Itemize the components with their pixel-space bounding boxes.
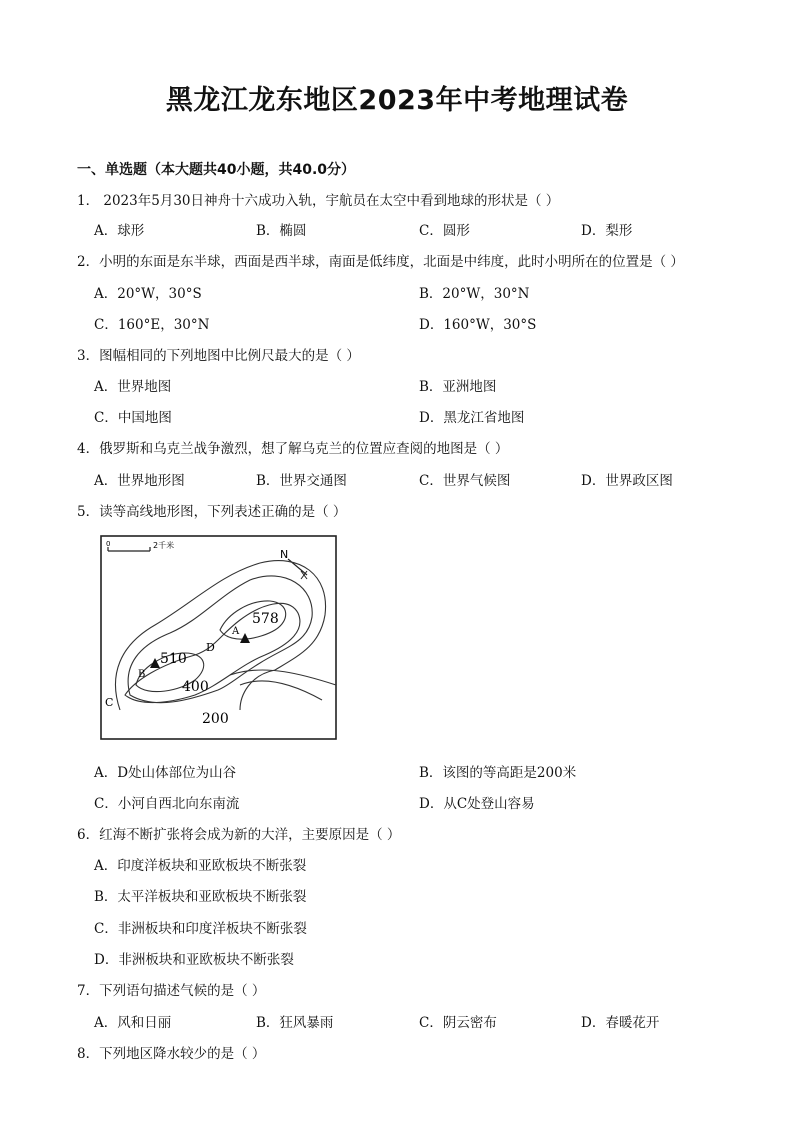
peak-b-elevation: 510 [160, 651, 187, 667]
question-2: 2．小明的东面是东半球，西面是西半球，南面是低纬度，北面是中纬度，此时小明所在的位置是（ ） [77, 254, 684, 270]
q6-option-a: A．印度洋板块和亚欧板块不断张裂 [94, 858, 307, 874]
north-arrow-icon [280, 548, 307, 579]
contour-map [100, 535, 337, 740]
scale-zero: 0 [106, 540, 111, 548]
point-c-label: C [105, 696, 114, 709]
page-title: 黑龙江龙东地区2023年中考地理试卷 [165, 85, 629, 116]
contour-label-400: 400 [182, 679, 209, 695]
north-label: N [280, 548, 289, 561]
q6-option-d: D．非洲板块和亚欧板块不断张裂 [94, 952, 294, 968]
q2-option-a: A．20°W，30°S [94, 286, 202, 302]
q1-option-d: D．梨形 [581, 223, 633, 239]
q4-option-c: C．世界气候图 [419, 473, 511, 489]
q3-option-b: B．亚洲地图 [419, 379, 497, 395]
q4-option-d: D．世界政区图 [581, 473, 673, 489]
q4-option-a: A．世界地形图 [94, 473, 185, 489]
scale-bar [106, 540, 174, 551]
contour-lines [115, 561, 336, 710]
question-4: 4．俄罗斯和乌克兰战争激烈，想了解乌克兰的位置应查阅的地图是（ ） [77, 441, 509, 457]
q2-option-b: B．20°W，30°N [419, 286, 530, 302]
map-frame [101, 536, 336, 739]
q2-option-d: D．160°W，30°S [419, 317, 537, 333]
q6-option-b: B．太平洋板块和亚欧板块不断张裂 [94, 889, 307, 905]
peak-a-label: A [232, 626, 240, 637]
peak-a-elevation: 578 [252, 611, 279, 627]
scale-label: 2千米 [153, 541, 175, 550]
q3-option-a: A．世界地图 [94, 379, 172, 395]
q7-option-b: B．狂风暴雨 [256, 1015, 334, 1031]
question-6: 6．红海不断扩张将会成为新的大洋，主要原因是（ ） [77, 827, 401, 843]
q1-option-a: A．球形 [94, 223, 145, 239]
q3-option-d: D．黑龙江省地图 [419, 410, 525, 426]
q5-option-a: A．D处山体部位为山谷 [94, 765, 237, 781]
q5-option-b: B．该图的等高距是200米 [419, 765, 577, 781]
question-7: 7．下列语句描述气候的是（ ） [77, 983, 266, 999]
q3-option-c: C．中国地图 [94, 410, 172, 426]
q7-option-a: A．风和日丽 [94, 1015, 172, 1031]
question-3: 3．图幅相同的下列地图中比例尺最大的是（ ） [77, 348, 360, 364]
peak-b-label: B [138, 669, 146, 680]
question-1: 1． 2023年5月30日神舟十六成功入轨，宇航员在太空中看到地球的形状是（ ） [77, 193, 560, 209]
q7-option-d: D．春暖花开 [581, 1015, 660, 1031]
question-5: 5．读等高线地形图，下列表述正确的是（ ） [77, 504, 347, 520]
q5-option-c: C．小河自西北向东南流 [94, 796, 240, 812]
q5-option-d: D．从C处登山容易 [419, 796, 535, 812]
q7-option-c: C．阴云密布 [419, 1015, 497, 1031]
q2-option-c: C．160°E，30°N [94, 317, 210, 333]
point-d-label: D [206, 641, 215, 654]
peak-a-marker [240, 633, 250, 643]
contour-label-200: 200 [202, 711, 229, 727]
q1-option-c: C．圆形 [419, 223, 470, 239]
q4-option-b: B．世界交通图 [256, 473, 347, 489]
q6-option-c: C．非洲板块和印度洋板块不断张裂 [94, 921, 307, 937]
question-8: 8．下列地区降水较少的是（ ） [77, 1046, 266, 1062]
section-heading: 一、单选题（本大题共40小题，共40.0分） [77, 162, 356, 178]
q1-option-b: B．椭圆 [256, 223, 307, 239]
